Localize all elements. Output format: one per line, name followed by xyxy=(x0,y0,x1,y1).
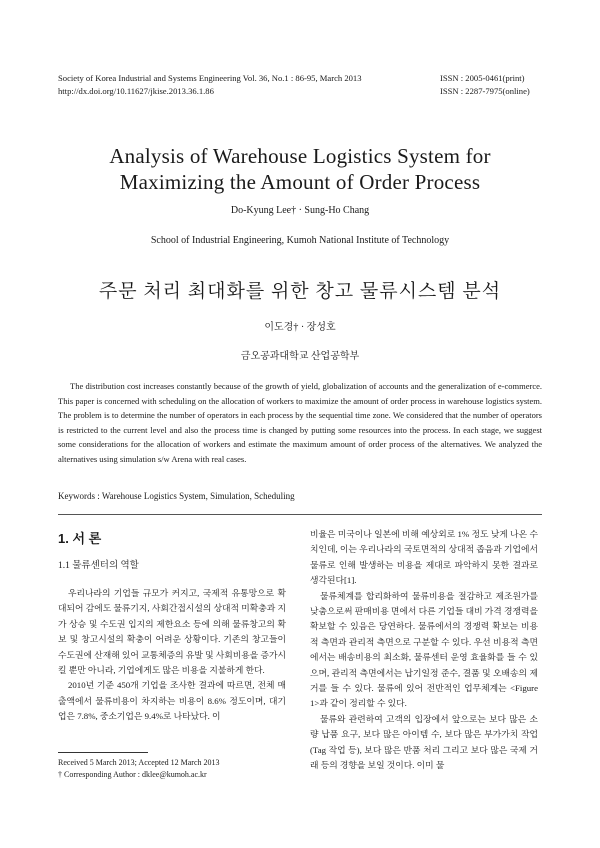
authors-ko: 이도경† · 장성호 xyxy=(264,322,336,333)
left-column xyxy=(58,586,286,725)
journal-line: Society of Korea Industrial and Systems Engineering Vol. 36, No.1 : 86-95, March 2013 xyxy=(58,73,362,83)
footnote-divider xyxy=(58,752,148,753)
left-paragraph-1: 우리나라의 기업들 규모가 커지고, 국제적 유통망으로 확대되어 감에도 물류기지, 사회간접시설의 상대적 미확충과 지가 상승 및 수도권 입지의 제한요소 등에 의해 물류창고의 확보 및 창고시설의 확충이 어려운 상황이다. 기존의 창고들이 수도권에 산재해 있어 교통체증의 유발 및 사회비용을 증가시킬 뿐만 아니라, 기업에게도 많은 비용을 지불하게 한다. xyxy=(58,588,286,676)
corresponding-author: † Corresponding Author : dklee@kumoh.ac.kr xyxy=(58,770,207,779)
title-en-line-2: Maximizing the Amount of Order Process xyxy=(119,170,481,194)
section-divider xyxy=(58,514,542,515)
right-paragraph-1: 비율은 미국이나 일본에 비해 예상외로 1% 정도 낮게 나온 수치인데, 이는 우리나라의 국토면적의 상대적 좁음과 기업에서 물류로 인해 발생하는 비용을 제대로 파악하지 못한 결과로 생각된다[1]. xyxy=(310,529,538,586)
abstract xyxy=(58,379,542,467)
issn-print: ISSN : 2005-0461(print) xyxy=(440,73,525,83)
issn-online: ISSN : 2287-7975(online) xyxy=(440,86,530,96)
keywords: Keywords : Warehouse Logistics System, Simulation, Scheduling xyxy=(58,491,295,501)
right-paragraph-2: 물류체계를 합리화하여 물류비용을 절감하고 제조원가를 낮춤으로써 판매비용 면에서 다른 기업들 대비 가격 경쟁력을 확보할 수 있음은 당연하다. 물류에서의 경쟁력 확보는 비용적 측면과 관리적 측면으로 구분할 수 있다. 우선 비용적 측면에서는 배송비용의 최소화, 물류센터 운영 효율화를 들 수 있으며, 관리적 측면에서는 납기일정 준수, 결품 및 오배송의 제거를 들 수 있다. 물류에 있어 전반적인 업무체계는 <Figure 1>과 같이 정리할 수 있다. xyxy=(310,590,538,709)
affiliation-ko: 금오공과대학교 산업공학부 xyxy=(240,351,360,362)
received-note: Received 5 March 2013; Accepted 12 March 2013 xyxy=(58,758,220,767)
abstract-text: The distribution cost increases constantly because of the growth of yield, globalization of accounts and the generalization of e-commerce. This paper is concerned with scheduling on the allocation of workers to maximize the amount of order process in warehouse logistics system. The problem is to determine the number of operators in each process by the sequential time zone. We considered that the number of operators is restricted to the current level and also the process time is changed by putting some resources into the process. In each stage, we suggest some considerations for the allocation of workers and estimate the maximum amount of order process of the alternatives. We analyzed the alternatives using simulation s/w Arena with real cases. xyxy=(58,381,542,464)
right-column xyxy=(310,527,538,774)
affiliation-en: School of Industrial Engineering, Kumoh National Institute of Technology xyxy=(150,235,450,246)
authors-en: Do-Kyung Lee† · Sung-Ho Chang xyxy=(230,205,370,216)
right-paragraph-3: 물류와 관련하여 고객의 입장에서 앞으로는 보다 많은 소량 납품 요구, 보다 많은 아이템 수, 보다 많은 부가가치 작업(Tag 작업 등), 보다 많은 반품 처리 그리고 보다 많은 국제 거래 등의 경향을 보일 것이다. 이미 물 xyxy=(310,713,538,771)
subsection-heading: 1.1 물류센터의 역할 xyxy=(58,561,139,571)
paper-title-ko: 주문 처리 최대화를 위한 창고 물류시스템 분석 xyxy=(98,281,502,302)
paper-title-en xyxy=(0,143,600,195)
doi-link[interactable]: http://dx.doi.org/10.11627/jkise.2013.36.1.86 xyxy=(58,86,214,96)
title-en-line-1: Analysis of Warehouse Logistics System for xyxy=(109,144,491,168)
left-paragraph-2: 2010년 기준 450개 기업을 조사한 결과에 따르면, 전체 매출액에서 물류비용이 차지하는 비용이 8.6% 정도이며, 대기업은 7.8%, 중소기업은 9.4%로 나타났다. 이 xyxy=(58,680,286,722)
section-heading-introduction: 1. 서 론 xyxy=(58,531,102,546)
